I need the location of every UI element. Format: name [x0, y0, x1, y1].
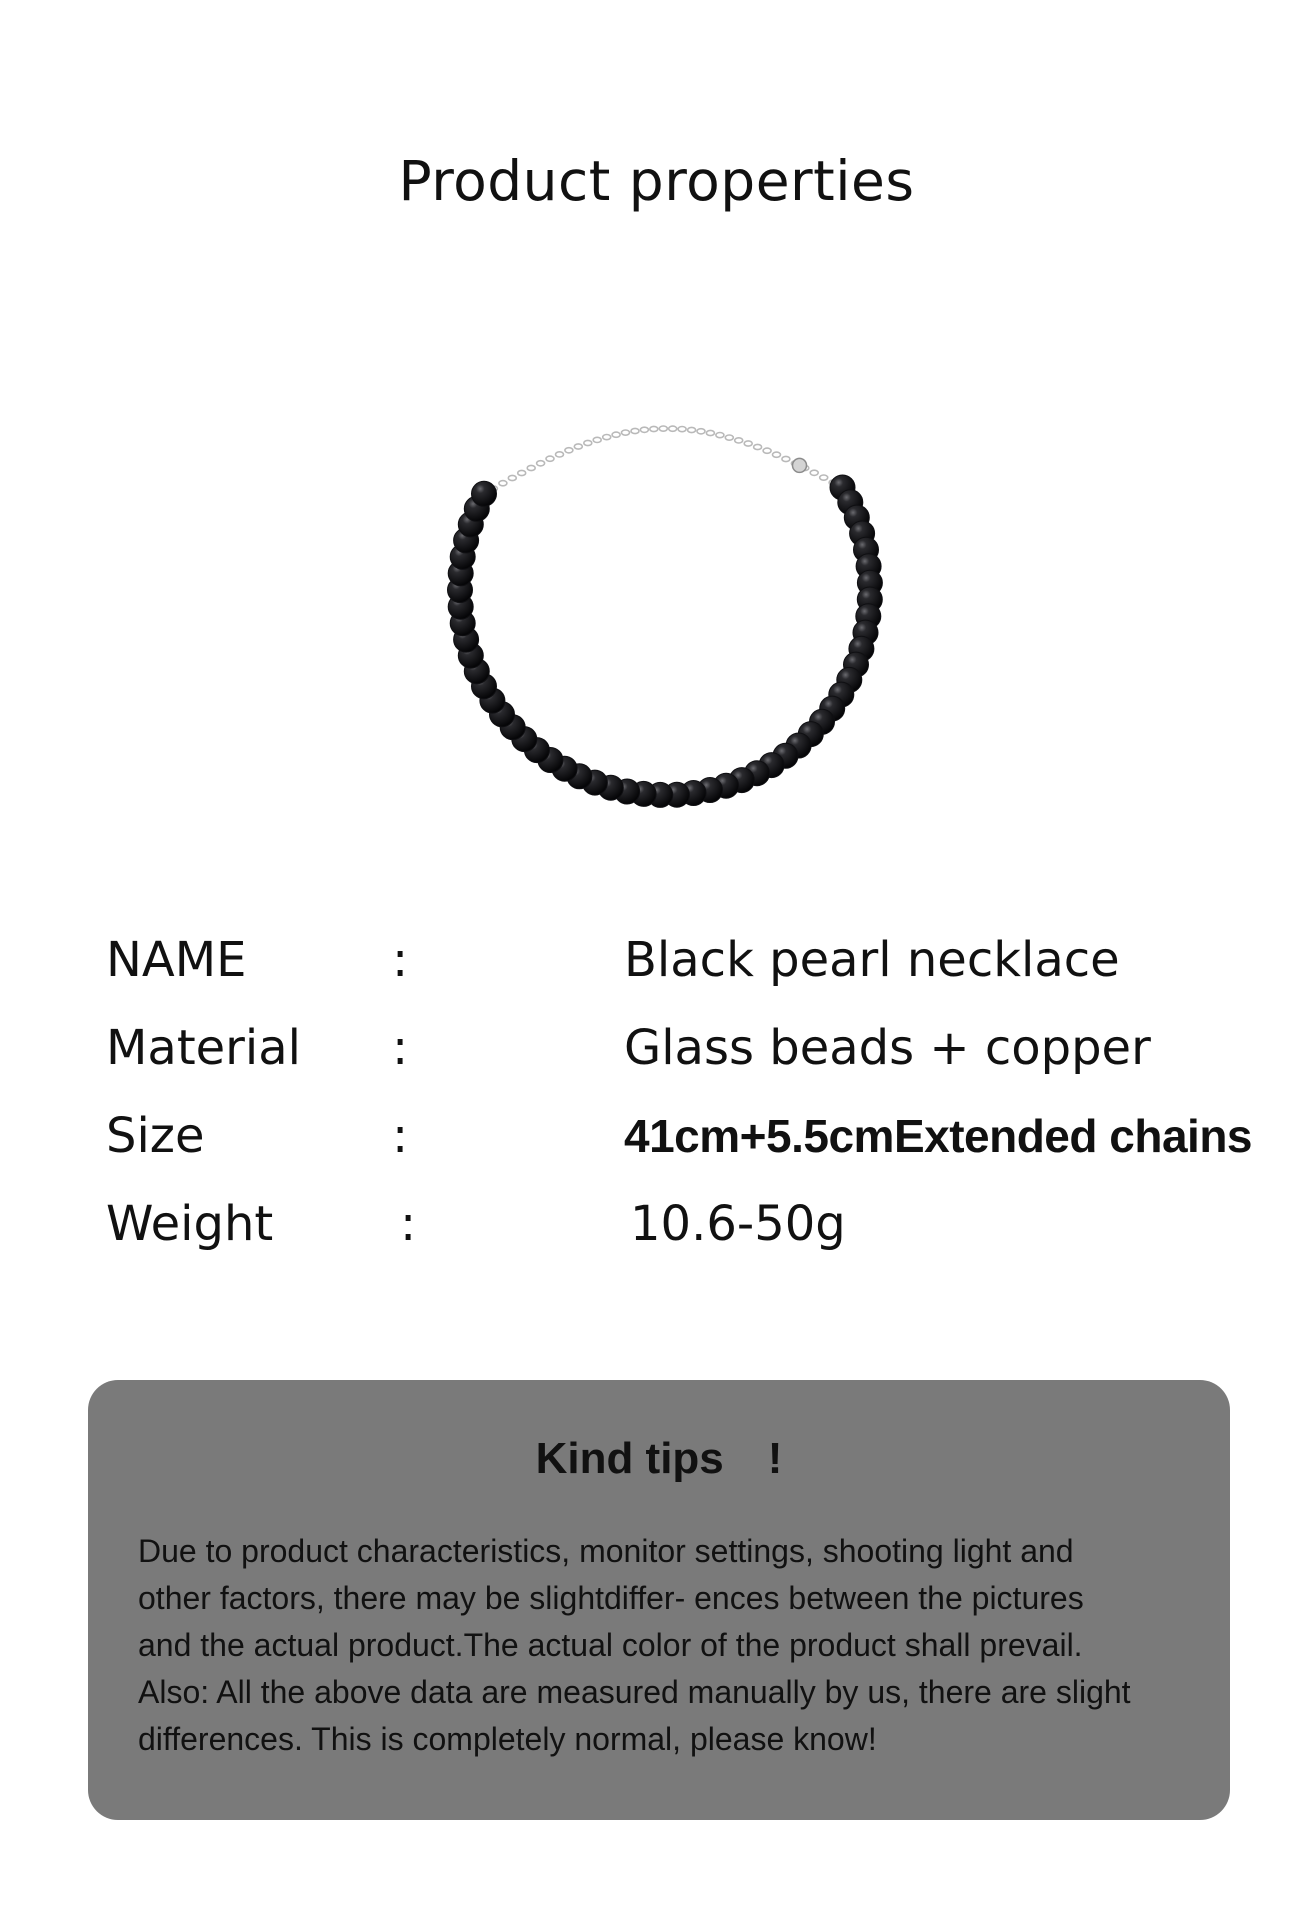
- chain-link: [640, 427, 648, 432]
- extension-chain: [480, 426, 847, 496]
- property-value: 41cm+5.5cmExtended chains: [624, 1110, 1252, 1162]
- chain-link: [716, 433, 724, 438]
- chain-link: [593, 437, 601, 442]
- chain-link: [612, 432, 620, 437]
- chain-link: [631, 428, 639, 433]
- chain-link: [735, 438, 743, 443]
- chain-link: [518, 470, 526, 475]
- tips-line: Also: All the above data are measured manually by us, there are slight: [138, 1674, 1131, 1710]
- kind-tips-text: [138, 1528, 1198, 1763]
- property-value: 10.6-50g: [630, 1196, 846, 1252]
- kind-tips-box: [88, 1380, 1230, 1820]
- chain-link: [754, 444, 762, 449]
- bead-strand: [448, 475, 883, 807]
- chain-link: [556, 452, 564, 457]
- property-row-weight: [0, 1194, 1313, 1282]
- chain-link: [650, 426, 658, 431]
- chain-link: [565, 448, 573, 453]
- tips-line: Due to product characteristics, monitor settings, shooting light and: [138, 1533, 1074, 1569]
- chain-link: [584, 440, 592, 445]
- property-row-name: [0, 930, 1313, 1018]
- property-label: NAME: [106, 932, 247, 988]
- chain-link: [659, 426, 667, 431]
- page-title: Product properties: [398, 149, 915, 213]
- tips-line: other factors, there may be slightdiffer- ences between the pictures: [138, 1580, 1084, 1616]
- chain-link: [820, 475, 828, 480]
- necklace-image: [400, 340, 920, 820]
- properties-table: [0, 930, 1313, 1282]
- chain-link: [744, 441, 752, 446]
- kind-tips-title: Kind tips !: [535, 1434, 783, 1483]
- property-label: Weight: [106, 1196, 274, 1252]
- chain-link: [527, 465, 535, 470]
- chain-link: [537, 461, 545, 466]
- property-row-material: [0, 1018, 1313, 1106]
- chain-link: [669, 426, 677, 431]
- chain-link: [688, 427, 696, 432]
- chain-link: [546, 456, 554, 461]
- property-value: Black pearl necklace: [624, 932, 1120, 988]
- chain-link: [810, 470, 818, 475]
- chain-link: [603, 435, 611, 440]
- chain-link: [499, 481, 507, 486]
- chain-link: [782, 456, 790, 461]
- chain-link: [574, 444, 582, 449]
- tips-line: and the actual product.The actual color of the product shall prevail.: [138, 1627, 1083, 1663]
- property-label: Size: [106, 1108, 205, 1164]
- bead: [472, 481, 497, 506]
- property-value: Glass beads + copper: [624, 1020, 1151, 1076]
- property-colon: :: [392, 932, 409, 988]
- property-colon: :: [400, 1196, 417, 1252]
- property-row-size: [0, 1106, 1313, 1194]
- chain-link: [773, 452, 781, 457]
- clasp: [793, 458, 807, 472]
- chain-link: [678, 427, 686, 432]
- chain-link: [697, 429, 705, 434]
- property-colon: :: [392, 1108, 409, 1164]
- chain-link: [508, 475, 516, 480]
- chain-link: [725, 435, 733, 440]
- chain-link: [763, 448, 771, 453]
- property-colon: :: [392, 1020, 409, 1076]
- property-label: Material: [106, 1020, 301, 1076]
- chain-link: [622, 430, 630, 435]
- chain-link: [706, 430, 714, 435]
- tips-line: differences. This is completely normal, please know!: [138, 1721, 877, 1757]
